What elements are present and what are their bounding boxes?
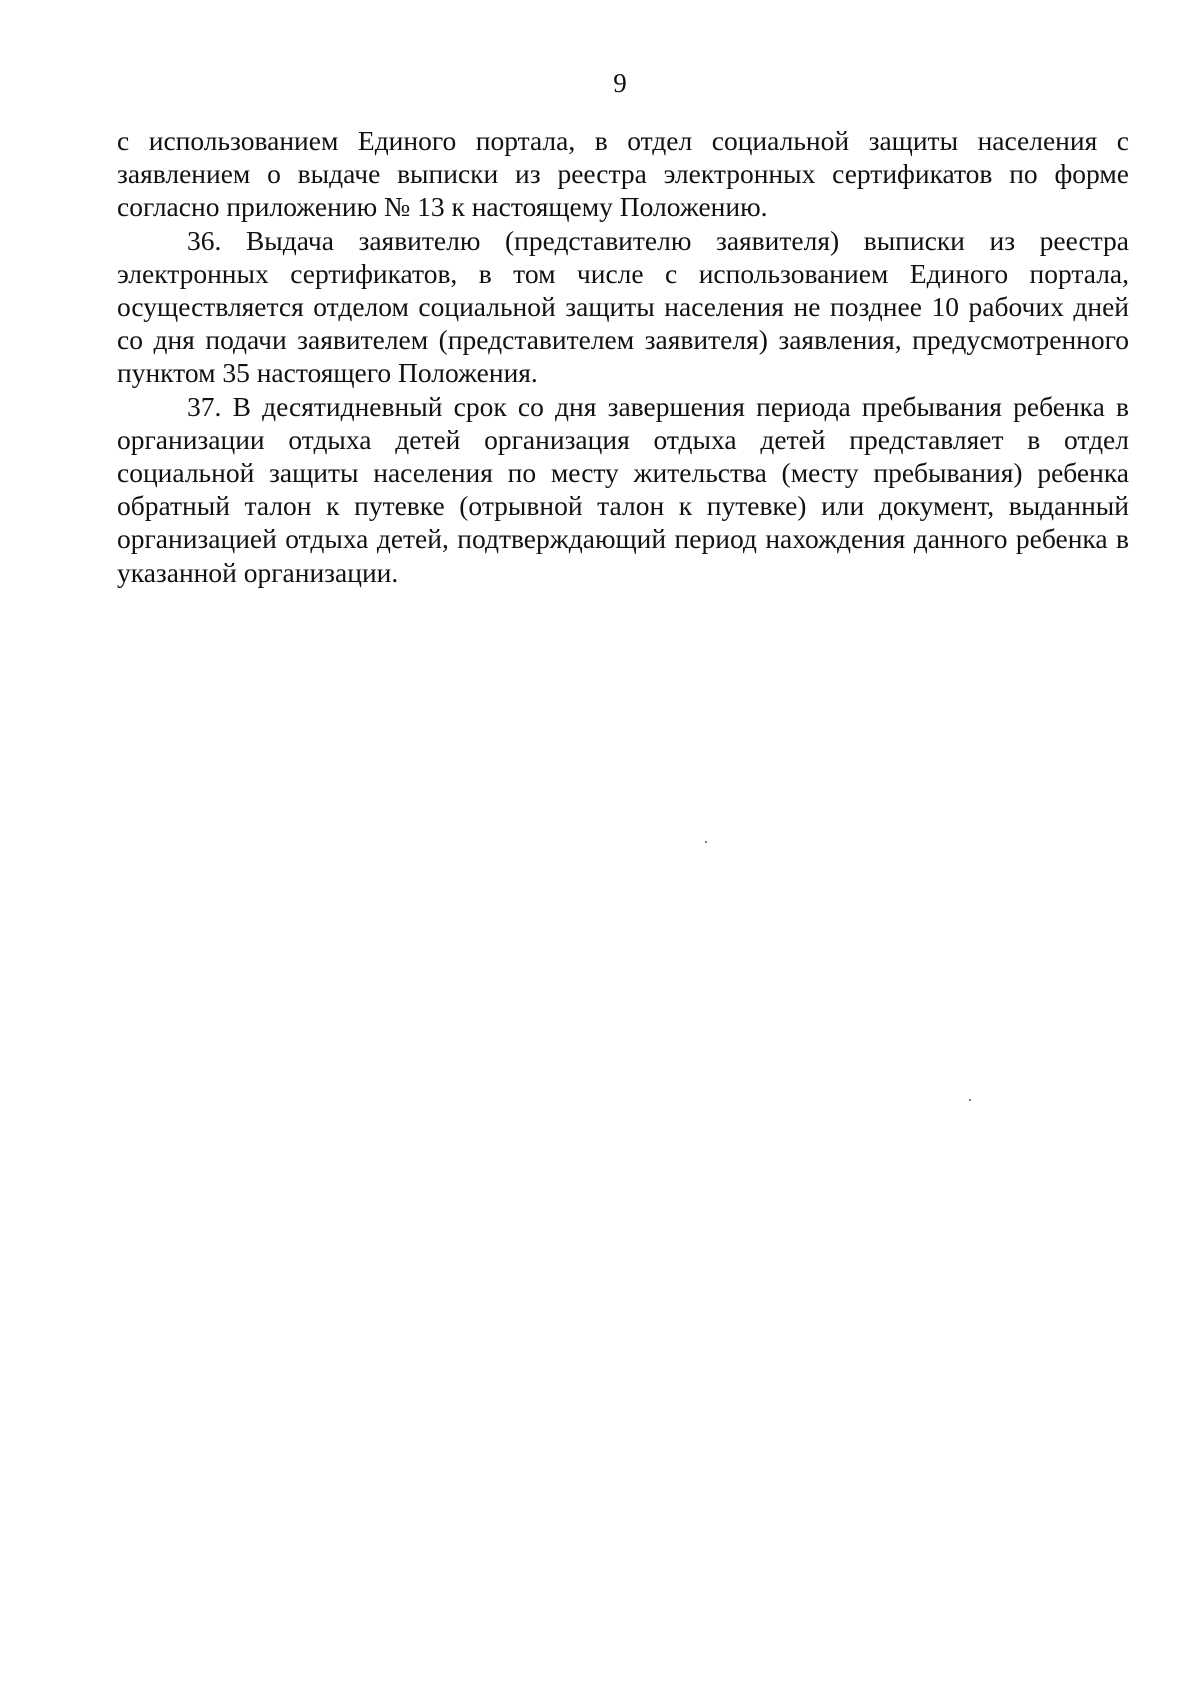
paragraph-37: 37. В десятидневный срок со дня завершения периода пребывания ребенка в организации отдыха детей организация отдыха детей представляет в отдел социальной защиты населения по месту жительства (месту пребывания) ребенка обратный талон к путевке (отрывной талон к путевке) или документ, выданный организацией отдыха детей, подтверждающий период нахождения данного ребенка в указанной организации. — [117, 390, 1129, 588]
scan-speck — [969, 1099, 971, 1101]
document-body — [117, 124, 1129, 589]
paragraph-continuation: с использованием Единого портала, в отдел социальной защиты населения с заявлением о выдаче выписки из реестра электронных сертификатов по форме согласно приложению № 13 к настоящему Положению. — [117, 125, 1129, 223]
page-number: 9 — [613, 68, 627, 98]
paragraph-36: 36. Выдача заявителю (представителю заявителя) выписки из реестра электронных сертификатов, в том числе с использованием Единого портала, осуществляется отделом социальной защиты населения не позднее 10 рабочих дней со дня подачи заявителем (представителем заявителя) заявления, предусмотренного пунктом 35 настоящего Положения. — [117, 224, 1129, 389]
scan-speck — [705, 841, 707, 843]
